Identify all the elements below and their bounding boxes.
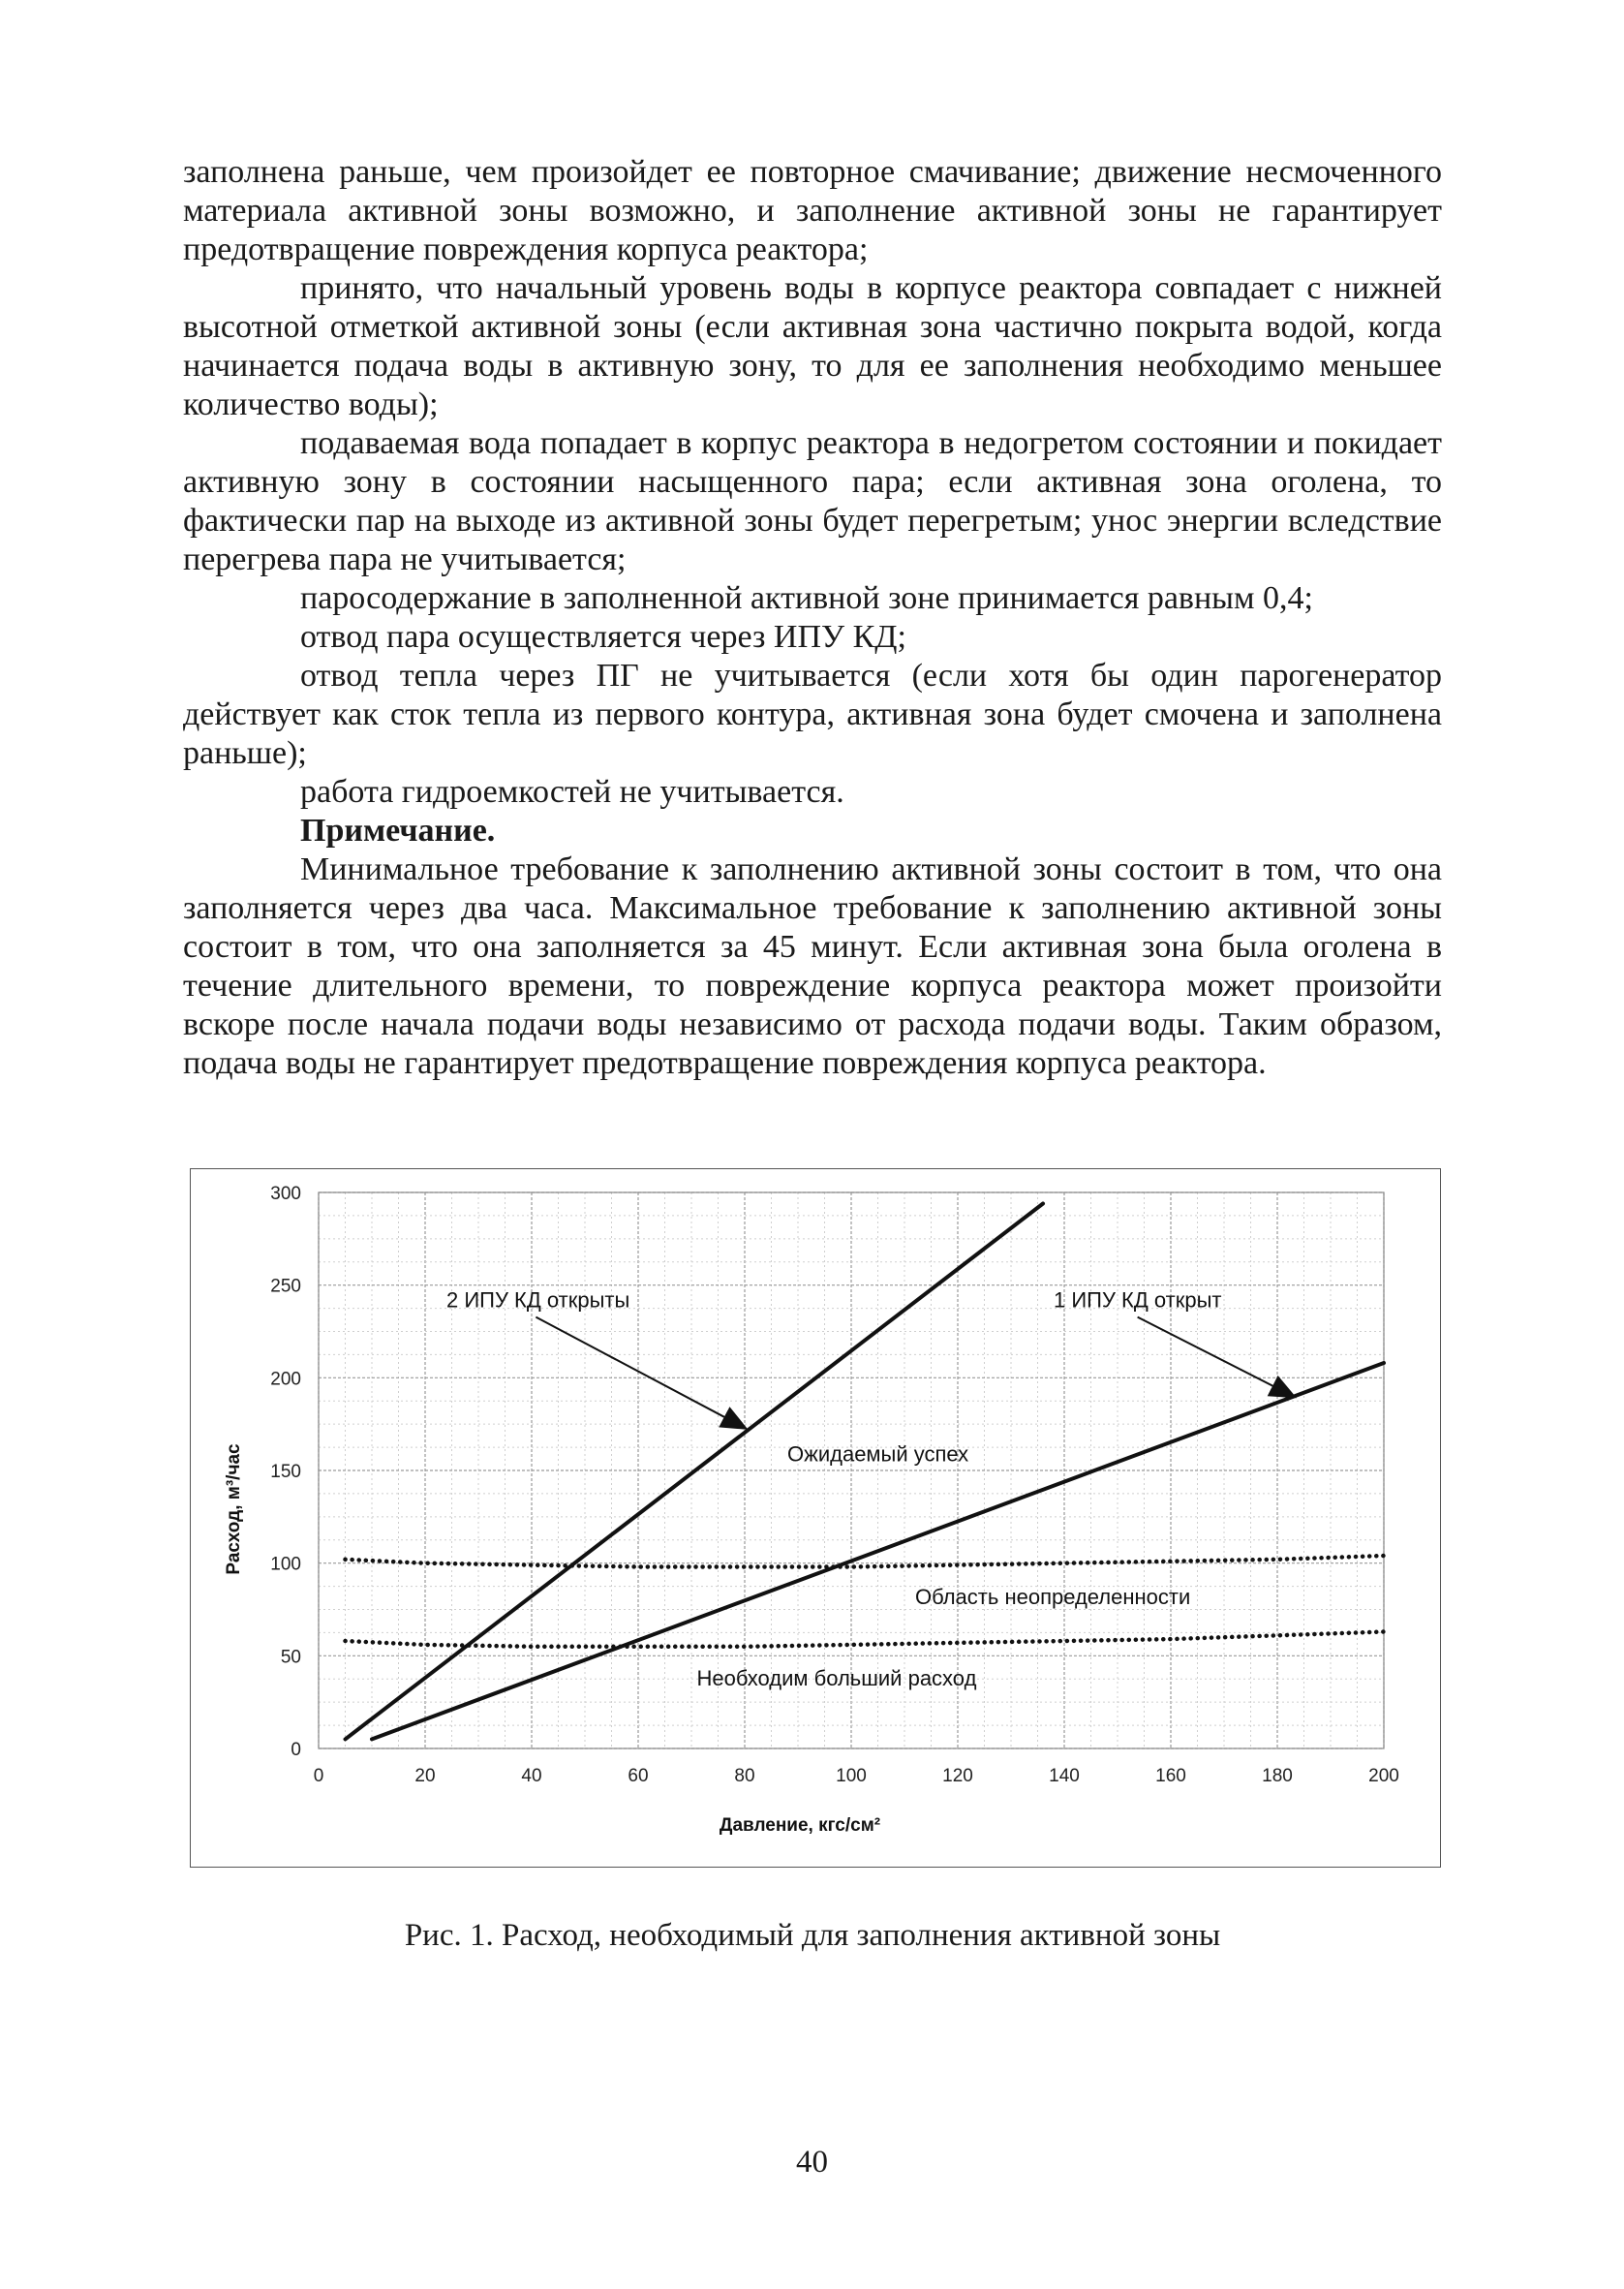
x-tick-label: 140: [1049, 1766, 1080, 1786]
x-tick-label: 80: [734, 1766, 755, 1786]
x-tick-label: 100: [836, 1766, 867, 1786]
chart-series: [346, 1204, 1385, 1740]
x-tick-label: 0: [313, 1766, 324, 1786]
y-tick-label: 0: [291, 1740, 301, 1760]
paragraph-3: подаваемая вода попадает в корпус реактора в недогретом состоянии и покидает активную зону в состоянии насыщенного пара; если активная зона оголена, то фактически пар на выходе из активной зоны будет перегретым; унос энергии вследствие перегрева пара не учитывается;: [183, 425, 1442, 577]
annotation-arrow: [536, 1317, 745, 1428]
chart-frame: [190, 1168, 1441, 1868]
annotation-label: 1 ИПУ КД открыт: [1054, 1287, 1222, 1313]
y-tick-label: 200: [270, 1369, 301, 1390]
y-tick-label: 250: [270, 1276, 301, 1297]
note-text: Минимальное требование к заполнению активной зоны состоит в том, что она заполняется через два часа. Максимальное требование к заполнению активной зоны состоит в том, что она заполняется за 45 минут. Если активная зона была оголена в течение длительного времени, то повреждение корпуса реактора может произойти вскоре после начала подачи воды независимо от расхода подачи воды. Таким образом, подача воды не гарантирует предотвращение повреждения корпуса реактора.: [183, 851, 1442, 1081]
x-tick-label: 60: [628, 1766, 649, 1786]
chart-axes: [270, 1184, 1399, 1786]
chart-grid: [319, 1192, 1384, 1748]
y-tick-label: 150: [270, 1462, 301, 1482]
paragraph-2: принято, что начальный уровень воды в корпусе реактора совпадает с нижней высотной отметкой активной зоны (если активная зона частично покрыта водой, когда начинается подача воды в активную зону, то для ее заполнения необходимо меньшее количество воды);: [183, 270, 1442, 422]
x-tick-label: 160: [1155, 1766, 1186, 1786]
chart-annotations: [446, 1288, 1294, 1690]
annotation-label: Ожидаемый успех: [787, 1441, 969, 1467]
flow-series-line-0: [346, 1204, 1044, 1740]
y-tick-label: 300: [270, 1184, 301, 1204]
body-text: [183, 153, 1442, 1083]
annotation-label: Область неопределенности: [915, 1584, 1191, 1609]
x-tick-label: 180: [1262, 1766, 1293, 1786]
x-tick-label: 20: [414, 1766, 436, 1786]
flow-pressure-chart: [191, 1169, 1440, 1867]
note-title: Примечание.: [300, 813, 496, 849]
boundary-series-line-3: [346, 1632, 1385, 1647]
paragraph-6: отвод тепла через ПГ не учитывается (если хотя бы один парогенератор действует как сток тепла из первого контура, активная зона будет смочена и заполнена раньше);: [183, 658, 1442, 771]
y-tick-label: 100: [270, 1554, 301, 1575]
annotation-label: 2 ИПУ КД открыты: [446, 1287, 630, 1313]
annotation-label: Необходим больший расход: [696, 1665, 977, 1690]
paragraph-1: заполнена раньше, чем произойдет ее повторное смачивание; движение несмоченного материала активной зоны возможно, и заполнение активной зоны не гарантирует предотвращение повреждения корпуса реактора;: [183, 154, 1442, 267]
x-tick-label: 40: [521, 1766, 542, 1786]
x-tick-label: 120: [942, 1766, 973, 1786]
paragraph-4: паросодержание в заполненной активной зоне принимается равным 0,4;: [300, 580, 1313, 616]
x-axis-label: Давление, кгс/см²: [719, 1815, 881, 1836]
x-tick-label: 200: [1368, 1766, 1399, 1786]
y-tick-label: 50: [280, 1647, 301, 1668]
paragraph-7: работа гидроемкостей не учитывается.: [300, 774, 844, 810]
figure-caption: Рис. 1. Расход, необходимый для заполнения активной зоны: [404, 1918, 1221, 1953]
page-number: 40: [796, 2145, 828, 2180]
y-axis-label: Расход, м³/час: [224, 1443, 244, 1575]
annotation-arrow: [1138, 1317, 1294, 1397]
paragraph-5: отвод пара осуществляется через ИПУ КД;: [300, 619, 906, 655]
